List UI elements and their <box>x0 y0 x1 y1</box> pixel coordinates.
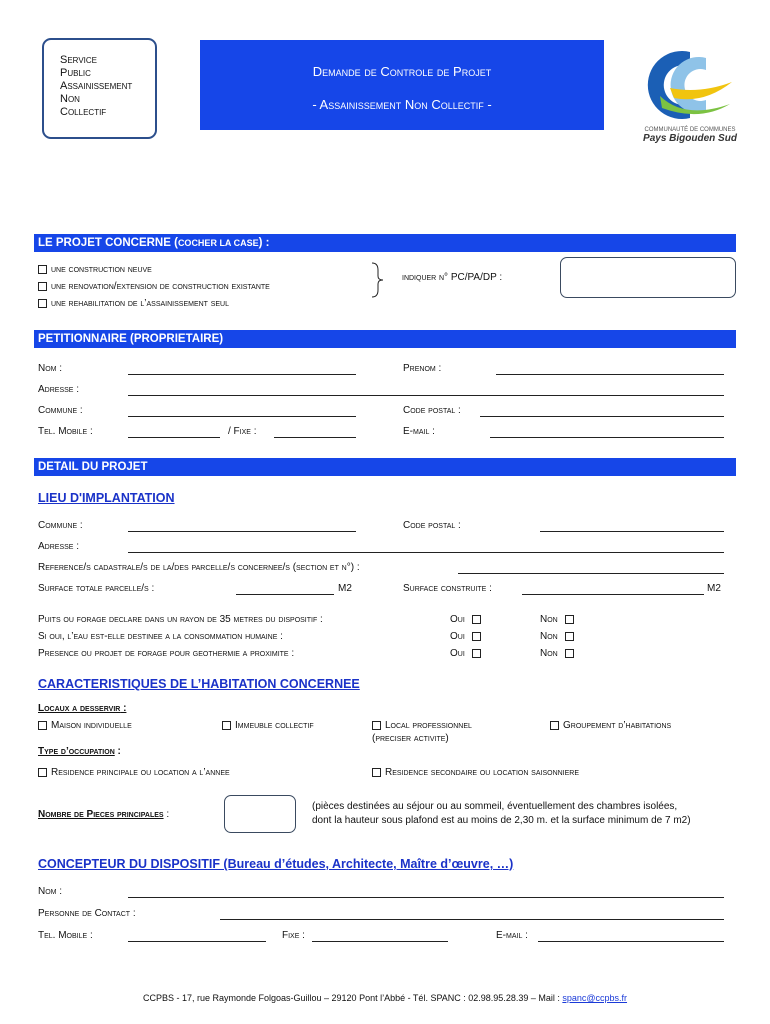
concepteur-email-field[interactable] <box>538 941 724 942</box>
footer-mail-link[interactable]: spanc@ccpbs.fr <box>562 993 628 1003</box>
checkbox-icon[interactable] <box>550 721 559 730</box>
surface-totale-field[interactable] <box>236 594 334 595</box>
checkbox-icon[interactable] <box>38 721 47 730</box>
spanc-line: ASSAINISSEMENT <box>60 80 133 92</box>
oui-option[interactable]: Oui <box>450 614 485 625</box>
concepteur-nom-field[interactable] <box>128 897 724 898</box>
checkbox-icon[interactable] <box>472 615 481 624</box>
checkbox-icon[interactable] <box>38 299 47 308</box>
section-detail-header: DETAIL DU PROJET <box>34 458 736 476</box>
petitionnaire-commune-label: Commune : <box>38 405 83 416</box>
petitionnaire-cp-label: Code postal : <box>403 405 461 416</box>
surface-totale-label: Surface totale parcelle/s : <box>38 583 155 594</box>
concepteur-fixe-label: Fixe : <box>282 930 305 941</box>
projet-option-rehabilitation[interactable]: une rehabilitation de l’assainissement seul <box>38 298 229 309</box>
detail-cp-label: Code postal : <box>403 520 461 531</box>
detail-adresse-label: Adresse : <box>38 541 80 552</box>
surface-construite-unit: M2 <box>707 583 721 594</box>
spanc-line: SERVICE <box>60 54 97 66</box>
petitionnaire-tel-label: Tel. Mobile : <box>38 426 93 437</box>
projet-option-neuve[interactable]: une construction neuve <box>38 264 152 275</box>
checkbox-icon[interactable] <box>565 649 574 658</box>
petitionnaire-adresse-label: Adresse : <box>38 384 80 395</box>
logo-line1: COMMUNAUTÉ DE COMMUNES <box>644 127 736 133</box>
document-title: Demande de Controle de Projet <box>312 64 492 79</box>
section-petitionnaire-header: PETITIONNAIRE (PROPRIETAIRE) <box>34 330 736 348</box>
concepteur-title: CONCEPTEUR DU DISPOSITIF (Bureau d’études, Architecte, Maître d’œuvre, …) <box>38 857 514 871</box>
question-consommation: Si oui, l’eau est-elle destinee a la consommation humaine : <box>38 631 283 642</box>
checkbox-icon[interactable] <box>565 632 574 641</box>
habitation-title: CARACTERISTIQUES DE L’HABITATION CONCERNEE <box>38 677 360 691</box>
detail-commune-field[interactable] <box>128 531 356 532</box>
spanc-line: COLLECTIF <box>60 106 107 118</box>
spanc-box <box>42 38 157 139</box>
petitionnaire-prenom-label: Prenom : <box>403 363 442 374</box>
reference-cadastrale-field[interactable] <box>458 573 724 574</box>
checkbox-icon[interactable] <box>38 282 47 291</box>
spanc-line: NON <box>60 93 80 105</box>
occupation-secondaire[interactable]: Residence secondaire ou location saisonniere <box>372 767 579 778</box>
petitionnaire-email-field[interactable] <box>490 437 724 438</box>
question-puits: Puits ou forage declare dans un rayon de 35 metres du dispositif : <box>38 614 323 625</box>
document-title-box <box>200 40 604 130</box>
concepteur-contact-field[interactable] <box>220 919 724 920</box>
petitionnaire-fixe-field[interactable] <box>274 437 356 438</box>
occupation-principale[interactable]: Residence principale ou location a l’annee <box>38 767 230 778</box>
petitionnaire-email-label: E-mail : <box>403 426 435 437</box>
preciser-activite: (preciser activite) <box>372 733 449 744</box>
petitionnaire-nom-field[interactable] <box>128 374 356 375</box>
detail-commune-label: Commune : <box>38 520 83 531</box>
concepteur-tel-field[interactable] <box>128 941 266 942</box>
checkbox-icon[interactable] <box>372 721 381 730</box>
concepteur-contact-label: Personne de Contact : <box>38 908 136 919</box>
lieu-implantation-title: LIEU D'IMPLANTATION <box>38 491 175 505</box>
locaux-local-pro[interactable]: Local professionnel <box>372 720 472 731</box>
pieces-note-line1: (pièces destinées au séjour ou au sommeil, éventuellement des chambres isolées, <box>312 801 678 812</box>
pieces-label: Nombre de Pieces principales : <box>38 809 170 820</box>
detail-cp-field[interactable] <box>540 531 724 532</box>
locaux-groupement[interactable]: Groupement d’habitations <box>550 720 671 731</box>
petitionnaire-cp-field[interactable] <box>480 416 724 417</box>
petitionnaire-fixe-label: / Fixe : <box>228 426 257 437</box>
pc-number-field[interactable] <box>560 257 736 298</box>
indiquer-pc-label: indiquer n° PC/PA/DP : <box>402 272 503 283</box>
non-option[interactable]: Non <box>540 648 578 659</box>
checkbox-icon[interactable] <box>472 649 481 658</box>
reference-cadastrale-label: Reference/s cadastrale/s de la/des parcelle/s concernee/s (section et n°) : <box>38 562 360 573</box>
projet-option-renovation[interactable]: une renovation/extension de construction existante <box>38 281 270 292</box>
logo-line2: Pays Bigouden Sud <box>643 133 737 144</box>
petitionnaire-nom-label: Nom : <box>38 363 63 374</box>
checkbox-icon[interactable] <box>472 632 481 641</box>
concepteur-fixe-field[interactable] <box>312 941 448 942</box>
concepteur-tel-label: Tel. Mobile : <box>38 930 93 941</box>
checkbox-icon[interactable] <box>372 768 381 777</box>
checkbox-icon[interactable] <box>38 768 47 777</box>
oui-option[interactable]: Oui <box>450 648 485 659</box>
surface-construite-field[interactable] <box>522 594 704 595</box>
surface-totale-unit: M2 <box>338 583 352 594</box>
non-option[interactable]: Non <box>540 631 578 642</box>
locaux-maison[interactable]: Maison individuelle <box>38 720 132 731</box>
checkbox-icon[interactable] <box>38 265 47 274</box>
occupation-label: Type d’occupation : <box>38 746 121 757</box>
oui-option[interactable]: Oui <box>450 631 485 642</box>
locaux-label: Locaux a desservir : <box>38 703 127 714</box>
ccpbs-logo <box>640 44 740 154</box>
spanc-line: PUBLIC <box>60 67 91 79</box>
pieces-note-line2: dont la hauteur sous plafond est au moins de 2,30 m. et la surface minimum de 7 m2) <box>312 815 691 826</box>
document-subtitle: - Assainissement Non Collectif - <box>312 97 492 112</box>
checkbox-icon[interactable] <box>222 721 231 730</box>
section-projet-header: LE PROJET CONCERNE (COCHER LA CASE) : <box>34 234 736 252</box>
ccpbs-logo-icon <box>640 44 740 124</box>
concepteur-nom-label: Nom : <box>38 886 63 897</box>
concepteur-email-label: E-mail : <box>496 930 528 941</box>
brace-icon <box>370 262 384 298</box>
checkbox-icon[interactable] <box>565 615 574 624</box>
pieces-field[interactable] <box>224 795 296 833</box>
petitionnaire-commune-field[interactable] <box>128 416 356 417</box>
surface-construite-label: Surface construite : <box>403 583 492 594</box>
petitionnaire-tel-field[interactable] <box>128 437 220 438</box>
detail-adresse-field[interactable] <box>128 552 724 553</box>
petitionnaire-adresse-field[interactable] <box>128 395 724 396</box>
question-geothermie: Presence ou projet de forage pour geothermie a proximite : <box>38 648 295 659</box>
non-option[interactable]: Non <box>540 614 578 625</box>
petitionnaire-prenom-field[interactable] <box>496 374 724 375</box>
locaux-immeuble[interactable]: Immeuble collectif <box>222 720 314 731</box>
footer: CCPBS - 17, rue Raymonde Folgoas-Guillou – 29120 Pont l’Abbé - Tél. SPANC : 02.98.95.28.39 – Mail : spanc@ccpbs.fr <box>142 993 628 1003</box>
